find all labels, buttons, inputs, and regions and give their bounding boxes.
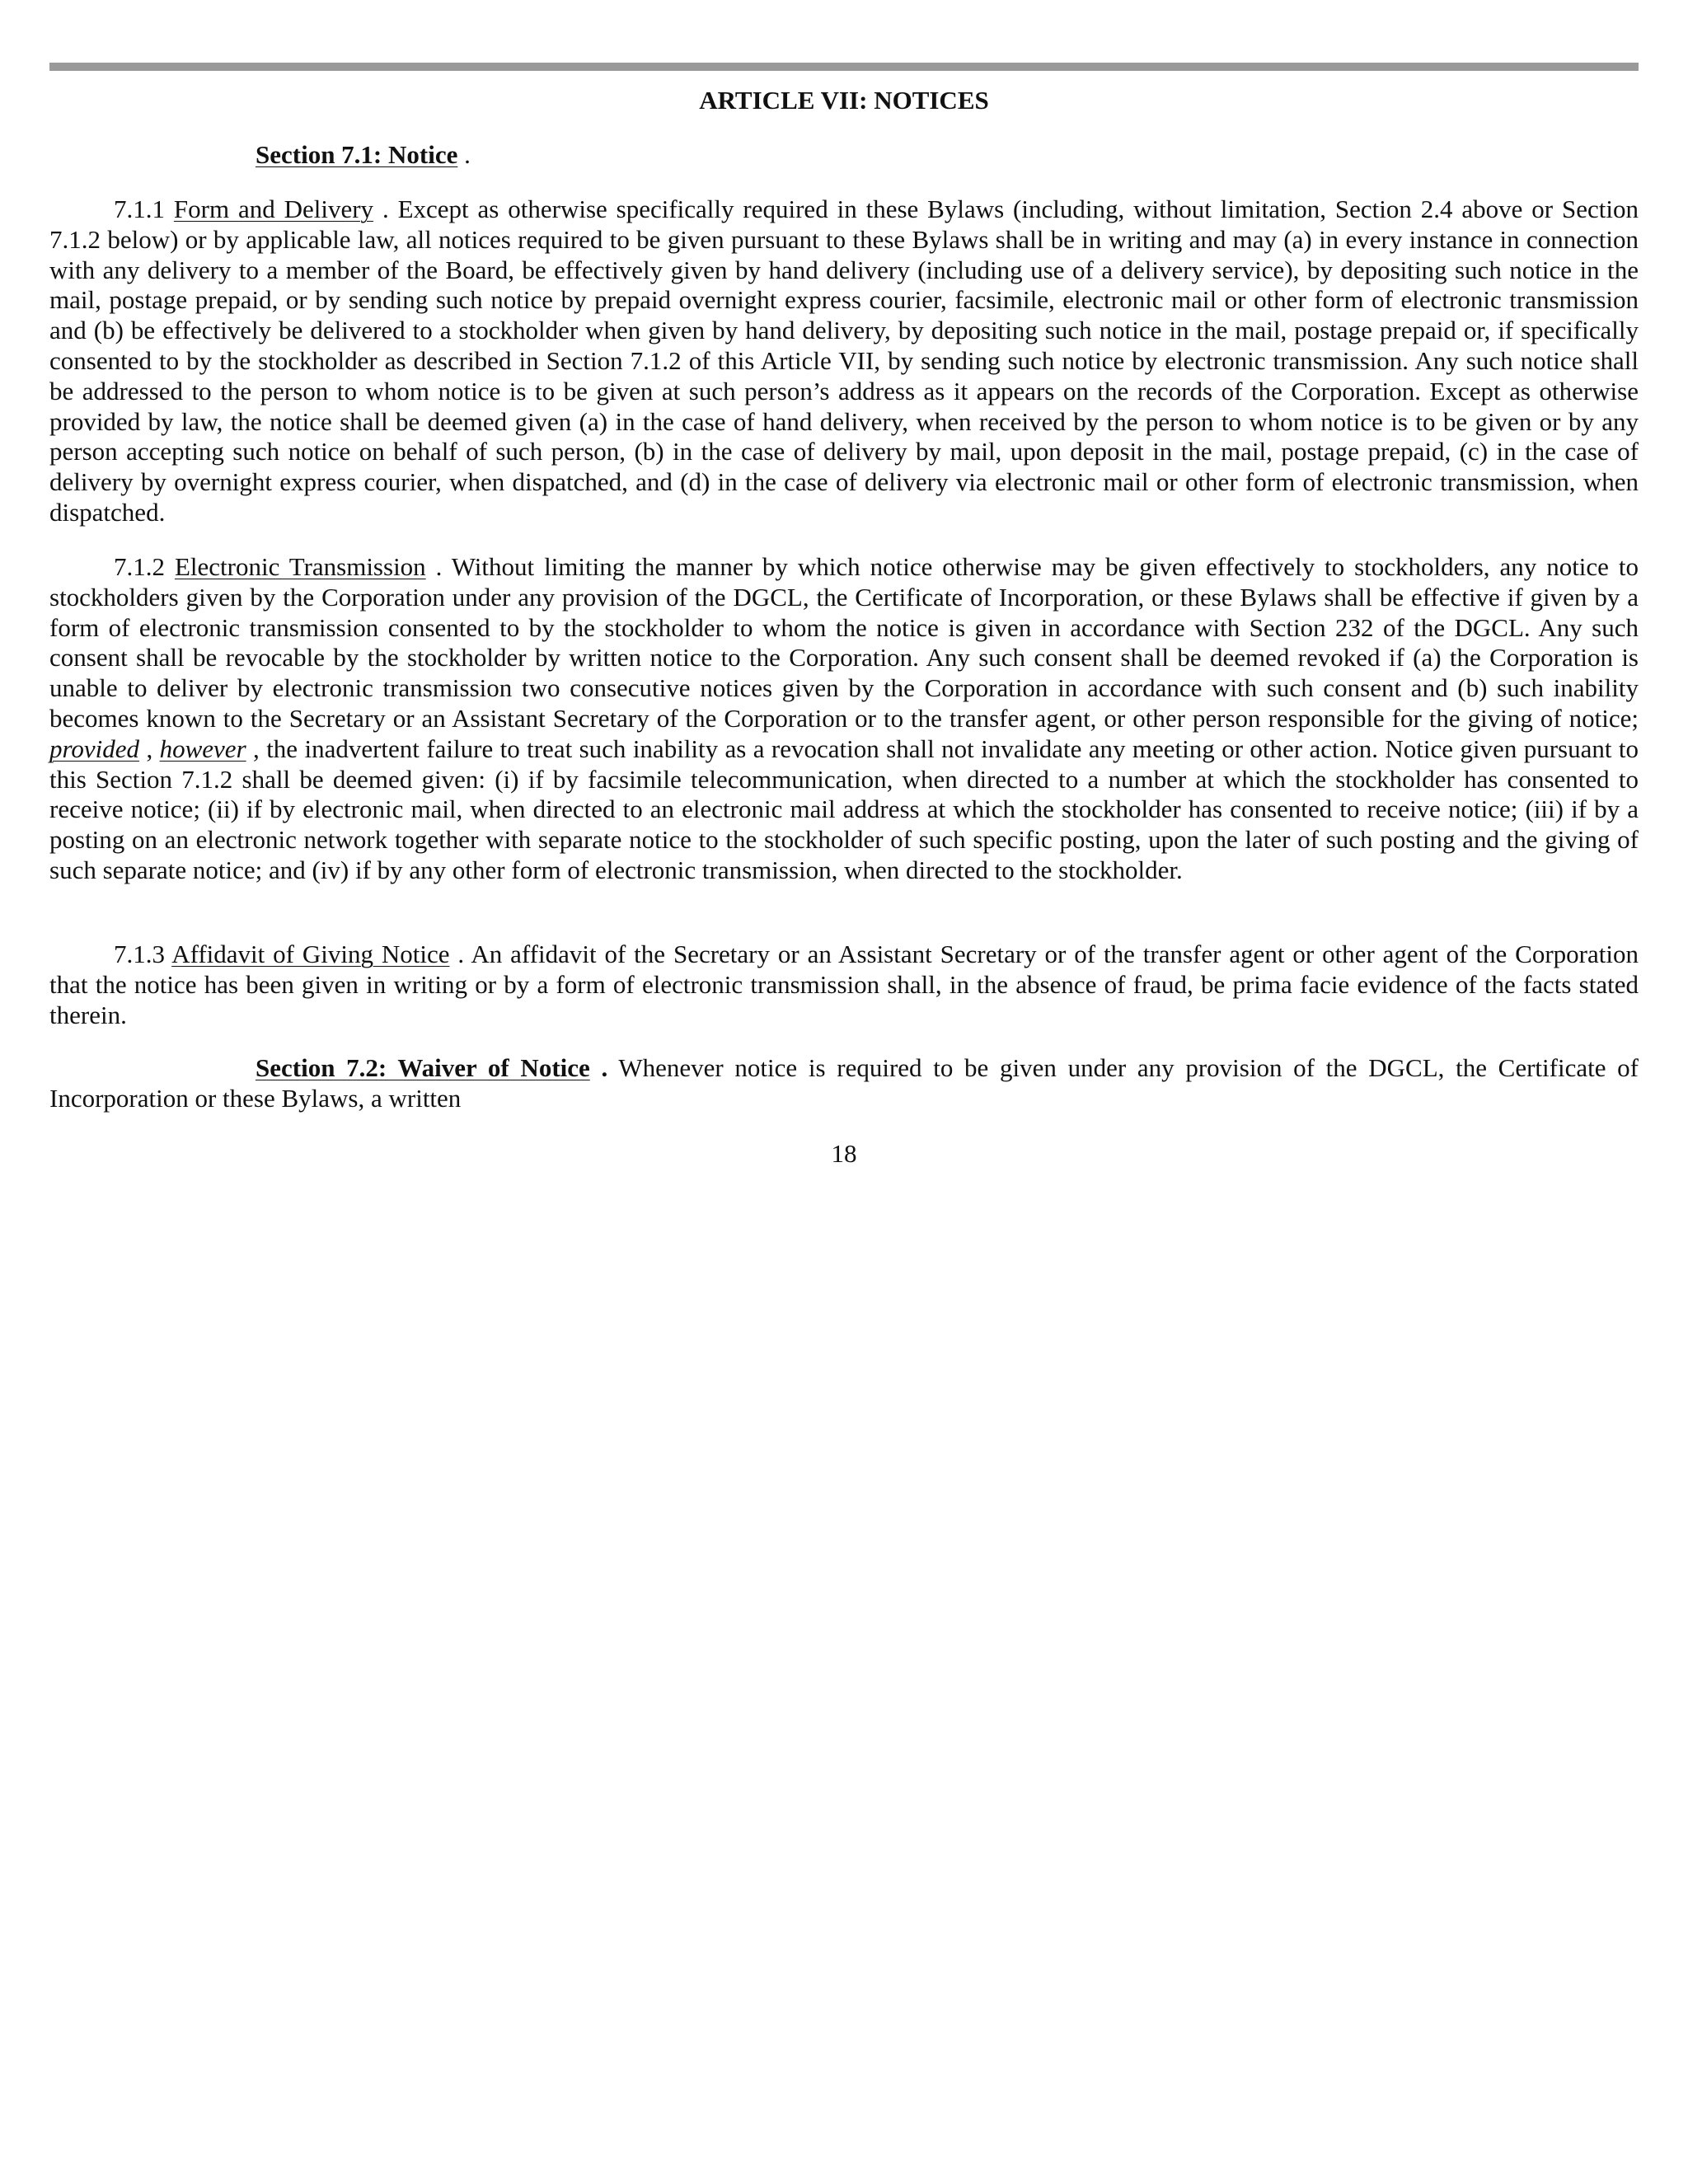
article-title: ARTICLE VII: NOTICES <box>699 86 989 115</box>
section-7-2-title-suffix: . <box>589 1053 608 1082</box>
term-separator: , <box>139 733 160 763</box>
section-7-1-heading <box>256 138 471 171</box>
however-term: however <box>159 733 246 763</box>
paragraph-title: Electronic Transmission <box>174 552 426 581</box>
section-7-2-title: Section 7.2: Waiver of Notice <box>256 1053 590 1082</box>
paragraph-body: . Except as otherwise specifically required in these Bylaws (including, without limitation, Section 2.4 above or Section 7.1.2 below) or by applicable law, all notices required to be given pursuant to these Bylaws shall be in writing and may (a) in every instance in connection with any delivery to a member of the Board, be effectively given by hand delivery (including use of a delivery service), by depositing such notice in the mail, postage prepaid, or by sending such notice by prepaid overnight express courier, facsimile, electronic mail or other form of electronic transmission and (b) be effectively be delivered to a stockholder when given by hand delivery, by depositing such notice in the mail, postage prepaid or, if specifically consented to by the stockholder as described in Section 7.1.2 of this Article VII, by sending such notice by electronic transmission. Any such notice shall be addressed to the person to whom notice is to be given at such person’s address as it appears on the records of the Corporation. Except as otherwise provided by law, the notice shall be deemed given (a) in the case of hand delivery, when received by the person to whom notice is to be given or by any person accepting such notice on behalf of such person, (b) in the case of delivery by mail, upon deposit in the mail, postage prepaid, (c) in the case of delivery by overnight express courier, when dispatched, and (d) in the case of delivery via electronic mail or other form of electronic transmission, when dispatched. <box>49 194 1639 527</box>
paragraph-title: Affidavit of Giving Notice <box>171 940 450 968</box>
section-7-2-paragraph <box>49 1053 1639 1114</box>
paragraph-7-1-2 <box>49 552 1639 886</box>
paragraph-7-1-1 <box>49 194 1639 528</box>
page-number: 18 <box>831 1139 857 1168</box>
paragraph-number: 7.1.2 <box>114 552 175 581</box>
section-7-1-title: Section 7.1: Notice <box>256 140 458 169</box>
section-7-2-body: Whenever notice is required to be given under any provision of the DGCL, the Certificate of Incorporation or these Bylaws, a written <box>49 1053 1639 1113</box>
top-rule-divider <box>49 63 1639 71</box>
paragraph-body: . Without limiting the manner by which notice otherwise may be given effectively to stockholders, any notice to stockholders given by the Corporation under any provision of the DGCL, the Certificate of Incorporation, or these Bylaws shall be effective if given by a form of electronic transmission consented to by the stockholder to whom the notice is given in accordance with Section 232 of the DGCL. Any such consent shall be revocable by the stockholder by written notice to the Corporation. Any such consent shall be deemed revoked if (a) the Corporation is unable to deliver by electronic transmission two consecutive notices given by the Corporation in accordance with such consent and (b) such inability becomes known to the Secretary or an Assistant Secretary of the Corporation or to the transfer agent, or other person responsible for the giving of notice; <box>49 552 1639 733</box>
paragraph-number: 7.1.1 <box>114 194 174 223</box>
paragraph-body-continued: , the inadvertent failure to treat such inability as a revocation shall not invalidate any meeting or other action. Notice given pursuant to this Section 7.1.2 shall be deemed given: (i) if by facsimile telecommunication, when directed to a number at which the stockholder has consented to receive notice; (ii) if by electronic mail, when directed to an electronic mail address at which the stockholder has consented to receive notice; (iii) if by a posting on an electronic network together with separate notice to the stockholder of such specific posting, upon the later of such posting and the giving of such separate notice; and (iv) if by any other form of electronic transmission, when directed to the stockholder. <box>49 733 1639 884</box>
section-7-1-title-suffix: . <box>457 140 471 169</box>
paragraph-7-1-3 <box>49 940 1639 1030</box>
paragraph-number: 7.1.3 <box>114 940 172 968</box>
paragraph-body: . An affidavit of the Secretary or an Assistant Secretary or of the transfer agent or other agent of the Corporation that the notice has been given in writing or by a form of electronic transmission shall, in the absence of fraud, be prima facie evidence of the facts stated therein. <box>49 940 1639 1029</box>
paragraph-title: Form and Delivery <box>173 194 374 223</box>
provided-term: provided <box>49 733 140 763</box>
